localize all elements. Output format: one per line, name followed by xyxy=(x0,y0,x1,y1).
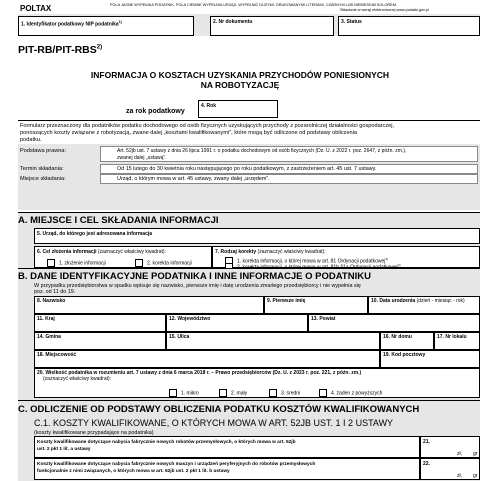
deadline-value xyxy=(100,164,478,174)
street-label: 15. Ulica xyxy=(169,334,190,340)
header-notice: POLA JASNE WYPEŁNIA PODATNIK, POLA CIEMNE WYPEŁNIA URZĄD. WYPEŁNIĆ DUŻYMI, DRUKOWANYMI LITERAMI, CZARNYM LUB NIEBIESKIM KOLOREM. xyxy=(110,3,397,7)
purpose-hint: (zaznaczyć właściwy kwadrat): xyxy=(97,249,166,255)
voivodeship-label: 12. Województwo xyxy=(169,316,211,322)
correction-type-label: 7. Rodzaj korekty xyxy=(215,249,257,255)
qualified-costs-robots-field-label: 21. xyxy=(423,439,430,445)
correction-type-field[interactable] xyxy=(212,246,480,268)
qualified-costs-peripherals-line1: Koszty kwalifikowane dotyczące nabycia fabrycznie nowych maszyn i urządzeń peryferyjnych do robotów przemysłowych xyxy=(37,462,316,467)
municipality-label: 14. Gmina xyxy=(37,334,61,340)
qualified-costs-peripherals-field-label: 22. xyxy=(423,461,430,467)
section-b-note-line1: W przypadku przedsiębiorstwa w spadku wpisuje się nazwisko, pierwsze imię i datę urodzenia zmarłego przedsiębiorcy i nie wypełnia się xyxy=(34,283,361,289)
submission-place-value-text: Urząd, o którym mowa w art. 45 ustawy, zwany dalej „urzędem”. xyxy=(117,176,270,182)
nip-footnote-ref: 1) xyxy=(118,20,122,24)
section-c-title: C. ODLICZENIE OD PODSTAWY OBLICZENIA PODATKU KOSZTÓW KWALIFIKOWANYCH xyxy=(18,404,420,415)
size-none-label: 4. żaden z powyższych xyxy=(331,390,383,397)
form-title-line1: INFORMACJA O KOSZTACH UZYSKANIA PRZYCHODÓW PONIESIONYCH xyxy=(90,70,390,80)
company-size-hint: (zaznaczyć właściwy kwadrat): xyxy=(43,376,112,382)
size-micro-label: 1. mikro xyxy=(181,390,199,397)
section-b-title: B. DANE IDENTYFIKACYJNE PODATNIKA I INNE INFORMACJE O PODATNIKU xyxy=(18,271,371,282)
size-micro-checkbox[interactable] xyxy=(169,389,177,397)
city-label: 18. Miejscowość xyxy=(37,352,77,358)
qualified-costs-robots-currency: zł, xyxy=(457,451,462,457)
legal-basis-label: Podstawa prawna: xyxy=(20,148,67,154)
purpose-submit-label: 1. złożenie informacji xyxy=(59,260,106,267)
qualified-costs-peripherals-line2: funkcjonalnie z nimi związanych, o których mowa w art. 52jb ust. 2 pkt 1 lit. b ustawy xyxy=(37,469,230,474)
first-name-label: 9. Pierwsze imię xyxy=(267,298,306,304)
intro-text-line3: podatku. xyxy=(20,137,42,143)
form-title-line2: NA ROBOTYZACJĘ xyxy=(200,80,280,90)
qualified-costs-robots-line2: ust. 2 pkt 1 lit. a ustawy xyxy=(37,447,91,452)
surname-label: 8. Nazwisko xyxy=(37,298,66,304)
country-label: 11. Kraj xyxy=(37,316,55,322)
brand-label: POLTAX xyxy=(20,4,52,13)
birth-date-label: 10. Data urodzenia xyxy=(371,298,416,304)
purpose-correct-checkbox[interactable] xyxy=(135,259,143,267)
tax-year-field[interactable] xyxy=(198,100,278,118)
purpose-field[interactable] xyxy=(34,246,212,268)
deadline-value-text: Od 15 lutego do 30 kwietnia roku następującego po roku podatkowym, z zastrzeżeniem art. 45 ust. 7 ustawy. xyxy=(117,166,377,172)
size-small-label: 2. mały xyxy=(231,390,248,397)
submission-place-label: Miejsce składania: xyxy=(20,176,66,182)
qualified-costs-robots-line1: Koszty kwalifikowane dotyczące nabycia fabrycznie nowych robotów przemysłowych, o których mowa w art. 52jb xyxy=(37,440,296,445)
birth-date-field[interactable] xyxy=(368,296,480,314)
section-b-note-line2: poz. od 11 do 19. xyxy=(34,289,76,295)
tax-office-field[interactable] xyxy=(34,228,480,244)
qualified-costs-peripherals-cents: gr xyxy=(473,473,478,479)
company-size-label: 20. Wielkość podatnika w rozumieniu art. 7 ustawy z dnia 6 marca 2018 r. – Prawo przedsiębiorców (Dz. U. z 2023 r. poz. 221, z późn. zm.) xyxy=(37,370,362,376)
size-medium-checkbox[interactable] xyxy=(269,389,277,397)
form-code-text: PIT-RB/PIT-RBS xyxy=(18,44,97,56)
city-field[interactable] xyxy=(34,350,380,368)
document-number-field xyxy=(210,16,334,36)
tax-year-field-label: 4. Rok xyxy=(201,103,217,109)
legal-basis-value xyxy=(100,146,478,162)
apartment-number-field[interactable] xyxy=(434,332,480,350)
qualified-costs-peripherals-field[interactable] xyxy=(420,458,480,480)
apartment-number-label: 17. Nr lokalu xyxy=(437,334,467,340)
voivodeship-field[interactable] xyxy=(166,314,308,332)
house-number-label: 16. Nr domu xyxy=(383,334,412,340)
size-none-checkbox[interactable] xyxy=(319,389,327,397)
form-code-footnote-ref: 2) xyxy=(96,44,103,51)
street-field[interactable] xyxy=(166,332,380,350)
intro-text-line2: ponoszących koszty związane z robotyzacją, zwane dalej „kosztami kwalifikowanymi”, które mogą być odliczone od podstawy obliczenia xyxy=(20,130,358,136)
postal-code-label: 19. Kod pocztowy xyxy=(383,352,426,358)
correction-art81b-footnote-ref: 4) xyxy=(397,263,401,267)
purpose-correct-label: 2. korekta informacji xyxy=(147,260,192,267)
qualified-costs-robots-cents: gr xyxy=(473,451,478,457)
qualified-costs-robots-field[interactable] xyxy=(420,436,480,458)
tax-year-label: za rok podatkowy xyxy=(126,108,185,115)
header-notice-online: Składanie w wersji elektronicznej www.podatki.gov.pl xyxy=(340,8,429,12)
house-number-field[interactable] xyxy=(380,332,434,350)
section-c1-title: C.1. KOSZTY KWALIFIKOWANE, O KTÓRYCH MOWA W ART. 52JB UST. 1 I 2 USTAWY xyxy=(34,418,394,428)
municipality-field[interactable] xyxy=(34,332,166,350)
postal-code-field[interactable] xyxy=(380,350,480,368)
purpose-label: 6. Cel złożenia informacji xyxy=(37,249,97,255)
county-field[interactable] xyxy=(308,314,480,332)
qualified-costs-robots-row xyxy=(34,436,420,458)
first-name-field[interactable] xyxy=(264,296,368,314)
section-c1-hint: (koszty kwalifikowane przypadające na podatnika) xyxy=(34,430,154,436)
legal-basis-value-line2: zwanej dalej „ustawą”. xyxy=(117,155,167,161)
document-number-label: 2. Nr dokumentu xyxy=(213,19,253,25)
correction-art81-footnote-ref: 3) xyxy=(385,257,389,261)
size-small-checkbox[interactable] xyxy=(219,389,227,397)
county-label: 13. Powiat xyxy=(311,316,336,322)
nip-field[interactable] xyxy=(18,16,194,36)
qualified-costs-peripherals-row xyxy=(34,458,420,480)
qualified-costs-peripherals-currency: zł, xyxy=(457,473,462,479)
company-size-field[interactable] xyxy=(34,368,480,398)
intro-text-line1: Formularz przeznaczony dla podatników podatku dochodowego od osób fizycznych uzyskujących przychody z pozarolniczej działalności gospodarczej, xyxy=(20,123,395,129)
tax-office-label: 5. Urząd, do którego jest adresowana informacja xyxy=(37,231,153,237)
purpose-submit-checkbox[interactable] xyxy=(47,259,55,267)
correction-art81-label: 1. korekta informacji, o której mowa w art. 81 Ordynacji podatkowej xyxy=(237,258,386,265)
surname-field[interactable] xyxy=(34,296,264,314)
submission-place-value xyxy=(100,174,478,184)
form-code xyxy=(18,44,102,56)
country-field[interactable] xyxy=(34,314,166,332)
size-medium-label: 3. średni xyxy=(281,390,301,397)
status-field xyxy=(338,16,480,36)
section-a-title: A. MIEJSCE I CEL SKŁADANIA INFORMACJI xyxy=(18,215,219,226)
birth-date-hint: (dzień - miesiąc - rok) xyxy=(416,298,465,304)
nip-field-label: 1. Identyfikator podatkowy NIP podatnika xyxy=(21,21,119,28)
deadline-label: Termin składania: xyxy=(20,166,64,172)
correction-type-hint: (zaznaczyć właściwy kwadrat): xyxy=(257,249,326,255)
status-label: 3. Status xyxy=(341,19,362,25)
legal-basis-value-line1: Art. 52jb ust. 7 ustawy z dnia 26 lipca 1991 r. o podatku dochodowym od osób fizycznych (Dz. U. z 2022 r. poz. 2647, z późn. zm.), xyxy=(117,148,407,154)
